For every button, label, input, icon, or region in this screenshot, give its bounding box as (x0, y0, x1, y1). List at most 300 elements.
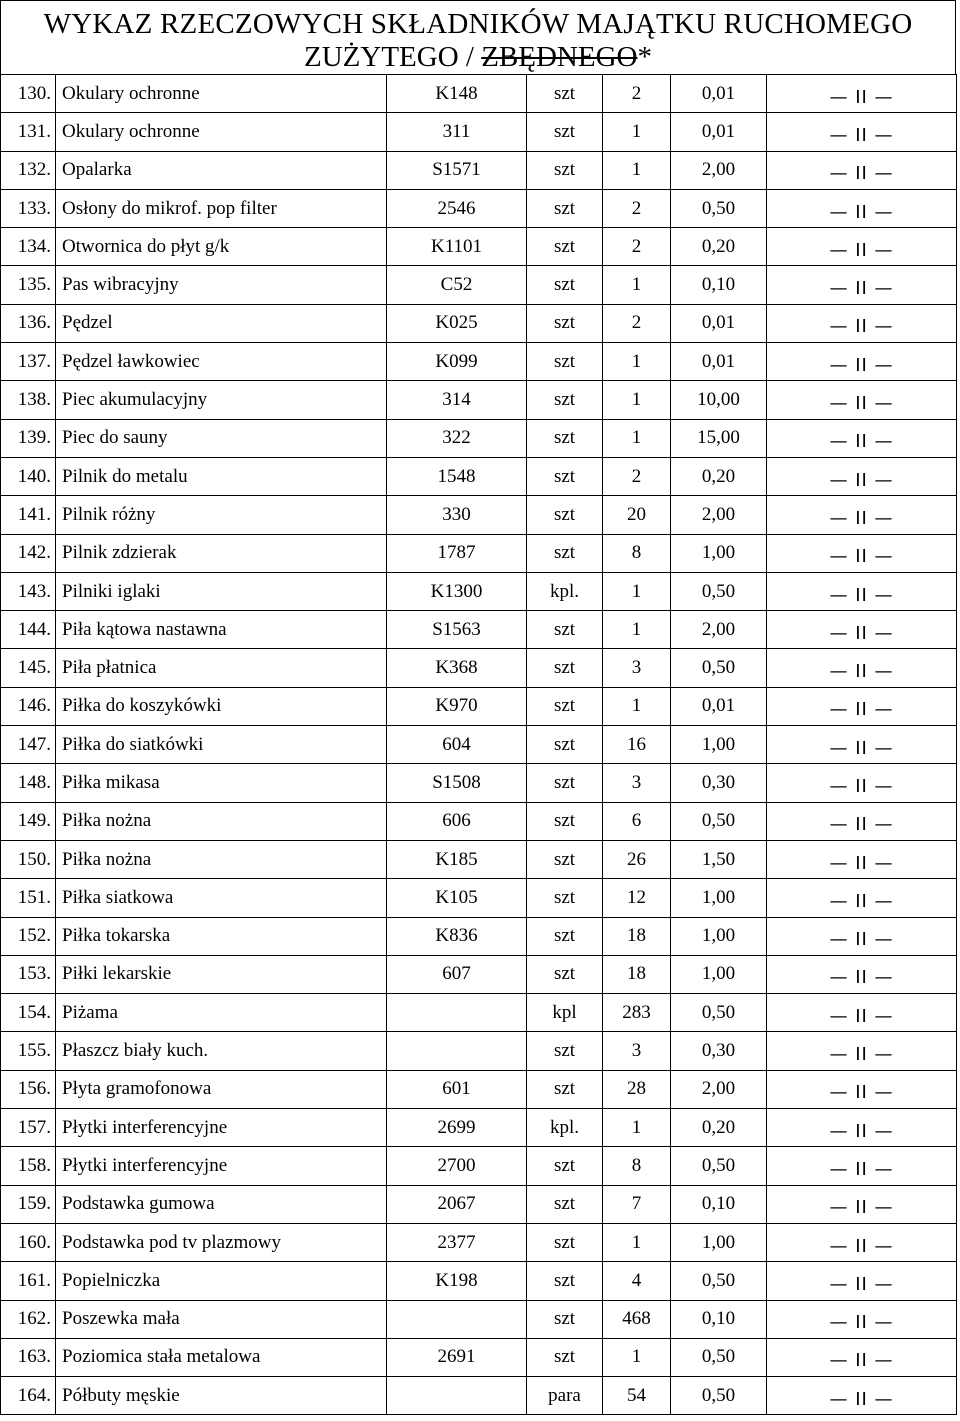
ditto-cell (767, 1300, 957, 1338)
unit-of-measure: szt (527, 457, 603, 495)
item-name: Piżama (56, 994, 387, 1032)
quantity: 3 (603, 1032, 671, 1070)
ditto-cell (767, 151, 957, 189)
table-row (1, 189, 957, 227)
item-value: 2,00 (671, 496, 767, 534)
inventory-code: 322 (387, 419, 527, 457)
table-row (1, 1147, 957, 1185)
quantity: 1 (603, 611, 671, 649)
ditto-mark: — II — (829, 1197, 894, 1219)
quantity: 26 (603, 840, 671, 878)
ditto-mark: — II — (829, 163, 894, 185)
quantity: 8 (603, 534, 671, 572)
inventory-code (387, 994, 527, 1032)
ditto-mark: — II — (829, 431, 894, 453)
ditto-mark: — II — (829, 929, 894, 951)
inventory-code: K025 (387, 304, 527, 342)
item-value: 0,01 (671, 113, 767, 151)
ditto-cell (767, 228, 957, 266)
inventory-code: 2691 (387, 1338, 527, 1376)
item-name: Pilniki iglaki (56, 572, 387, 610)
table-row (1, 304, 957, 342)
quantity: 283 (603, 994, 671, 1032)
table-row (1, 113, 957, 151)
inventory-code: 1548 (387, 457, 527, 495)
quantity: 1 (603, 113, 671, 151)
item-name: Piłka nożna (56, 802, 387, 840)
inventory-code: 330 (387, 496, 527, 534)
ditto-mark: — II — (829, 661, 894, 683)
ditto-cell (767, 1223, 957, 1261)
item-value: 0,50 (671, 1377, 767, 1415)
row-number: 160. (1, 1223, 56, 1261)
table-row (1, 151, 957, 189)
table-row (1, 687, 957, 725)
subtitle-prefix: ZUŻYTEGO / (304, 41, 482, 73)
row-number: 146. (1, 687, 56, 725)
item-name: Płytki interferencyjne (56, 1109, 387, 1147)
ditto-cell (767, 1109, 957, 1147)
ditto-cell (767, 955, 957, 993)
table-row (1, 419, 957, 457)
ditto-mark: — II — (829, 1158, 894, 1180)
item-name: Pędzel ławkowiec (56, 343, 387, 381)
unit-of-measure: szt (527, 1032, 603, 1070)
unit-of-measure: szt (527, 304, 603, 342)
item-name: Piec do sauny (56, 419, 387, 457)
ditto-cell (767, 764, 957, 802)
item-name: Płytki interferencyjne (56, 1147, 387, 1185)
ditto-cell (767, 726, 957, 764)
ditto-cell (767, 1338, 957, 1376)
unit-of-measure: szt (527, 381, 603, 419)
inventory-code: 2377 (387, 1223, 527, 1261)
table-row (1, 764, 957, 802)
ditto-mark: — II — (829, 1235, 894, 1257)
quantity: 2 (603, 228, 671, 266)
unit-of-measure: para (527, 1377, 603, 1415)
unit-of-measure: szt (527, 879, 603, 917)
row-number: 162. (1, 1300, 56, 1338)
item-value: 0,20 (671, 1109, 767, 1147)
inventory-code: 311 (387, 113, 527, 151)
ditto-mark: — II — (829, 1350, 894, 1372)
quantity: 18 (603, 955, 671, 993)
row-number: 152. (1, 917, 56, 955)
quantity: 2 (603, 189, 671, 227)
item-name: Popielniczka (56, 1262, 387, 1300)
unit-of-measure: szt (527, 955, 603, 993)
quantity: 468 (603, 1300, 671, 1338)
table-row (1, 955, 957, 993)
ditto-cell (767, 496, 957, 534)
ditto-cell (767, 304, 957, 342)
ditto-mark: — II — (829, 814, 894, 836)
unit-of-measure: szt (527, 1070, 603, 1108)
item-value: 0,50 (671, 994, 767, 1032)
table-row (1, 1262, 957, 1300)
quantity: 2 (603, 457, 671, 495)
item-name: Opalarka (56, 151, 387, 189)
item-value: 0,01 (671, 75, 767, 113)
table-row (1, 802, 957, 840)
quantity: 1 (603, 1223, 671, 1261)
item-value: 0,30 (671, 1032, 767, 1070)
row-number: 130. (1, 75, 56, 113)
inventory-code: K368 (387, 649, 527, 687)
ditto-cell (767, 917, 957, 955)
item-value: 0,50 (671, 802, 767, 840)
item-value: 0,50 (671, 1262, 767, 1300)
ditto-mark: — II — (829, 201, 894, 223)
table-row (1, 1377, 957, 1415)
table-row (1, 343, 957, 381)
table-row (1, 1223, 957, 1261)
quantity: 54 (603, 1377, 671, 1415)
inventory-code: K198 (387, 1262, 527, 1300)
inventory-code: 2546 (387, 189, 527, 227)
item-name: Pędzel (56, 304, 387, 342)
ditto-cell (767, 1070, 957, 1108)
item-value: 1,00 (671, 955, 767, 993)
footnote-asterisk: * (637, 41, 652, 73)
quantity: 8 (603, 1147, 671, 1185)
quantity: 12 (603, 879, 671, 917)
quantity: 7 (603, 1185, 671, 1223)
item-name: Poszewka mała (56, 1300, 387, 1338)
quantity: 4 (603, 1262, 671, 1300)
row-number: 155. (1, 1032, 56, 1070)
row-number: 141. (1, 496, 56, 534)
inventory-code: 607 (387, 955, 527, 993)
unit-of-measure: szt (527, 1300, 603, 1338)
ditto-cell (767, 572, 957, 610)
unit-of-measure: szt (527, 266, 603, 304)
ditto-cell (767, 266, 957, 304)
inventory-code: 1787 (387, 534, 527, 572)
item-name: Piłka tokarska (56, 917, 387, 955)
table-row (1, 1300, 957, 1338)
ditto-cell (767, 419, 957, 457)
item-name: Okulary ochronne (56, 75, 387, 113)
ditto-mark: — II — (829, 239, 894, 261)
quantity: 3 (603, 764, 671, 802)
quantity: 1 (603, 419, 671, 457)
ditto-cell (767, 457, 957, 495)
item-name: Piłka mikasa (56, 764, 387, 802)
item-name: Podstawka pod tv plazmowy (56, 1223, 387, 1261)
item-value: 1,00 (671, 917, 767, 955)
item-name: Pilnik do metalu (56, 457, 387, 495)
quantity: 16 (603, 726, 671, 764)
inventory-code: C52 (387, 266, 527, 304)
ditto-cell (767, 611, 957, 649)
document-header (0, 0, 956, 74)
ditto-cell (767, 1185, 957, 1223)
row-number: 159. (1, 1185, 56, 1223)
ditto-cell (767, 381, 957, 419)
item-value: 2,00 (671, 151, 767, 189)
row-number: 151. (1, 879, 56, 917)
item-value: 15,00 (671, 419, 767, 457)
inventory-code: K105 (387, 879, 527, 917)
inventory-code: S1508 (387, 764, 527, 802)
table-row (1, 572, 957, 610)
item-value: 0,01 (671, 343, 767, 381)
ditto-cell (767, 1147, 957, 1185)
item-value: 1,00 (671, 879, 767, 917)
ditto-mark: — II — (829, 1082, 894, 1104)
row-number: 137. (1, 343, 56, 381)
item-value: 0,01 (671, 304, 767, 342)
ditto-mark: — II — (829, 393, 894, 415)
row-number: 143. (1, 572, 56, 610)
row-number: 135. (1, 266, 56, 304)
unit-of-measure: szt (527, 1185, 603, 1223)
table-row (1, 1338, 957, 1376)
unit-of-measure: szt (527, 764, 603, 802)
unit-of-measure: szt (527, 75, 603, 113)
unit-of-measure: szt (527, 649, 603, 687)
table-row (1, 496, 957, 534)
item-name: Poziomica stała metalowa (56, 1338, 387, 1376)
item-value: 0,50 (671, 649, 767, 687)
item-value: 0,50 (671, 1147, 767, 1185)
ditto-mark: — II — (829, 1120, 894, 1142)
row-number: 153. (1, 955, 56, 993)
row-number: 150. (1, 840, 56, 878)
quantity: 3 (603, 649, 671, 687)
item-name: Pilnik różny (56, 496, 387, 534)
unit-of-measure: szt (527, 113, 603, 151)
item-name: Okulary ochronne (56, 113, 387, 151)
ditto-cell (767, 687, 957, 725)
table-row (1, 994, 957, 1032)
ditto-mark: — II — (829, 354, 894, 376)
row-number: 144. (1, 611, 56, 649)
quantity: 18 (603, 917, 671, 955)
unit-of-measure: szt (527, 1338, 603, 1376)
ditto-cell (767, 994, 957, 1032)
table-row (1, 1032, 957, 1070)
inventory-code: K1101 (387, 228, 527, 266)
table-row (1, 534, 957, 572)
inventory-code: S1563 (387, 611, 527, 649)
inventory-code: K099 (387, 343, 527, 381)
quantity: 1 (603, 687, 671, 725)
row-number: 149. (1, 802, 56, 840)
row-number: 161. (1, 1262, 56, 1300)
quantity: 1 (603, 1109, 671, 1147)
quantity: 2 (603, 75, 671, 113)
row-number: 131. (1, 113, 56, 151)
inventory-table-body (1, 75, 957, 1415)
item-name: Piłka do koszykówki (56, 687, 387, 725)
quantity: 6 (603, 802, 671, 840)
page-subtitle (1, 40, 955, 74)
ditto-mark: — II — (829, 852, 894, 874)
unit-of-measure: szt (527, 611, 603, 649)
quantity: 1 (603, 343, 671, 381)
ditto-cell (767, 75, 957, 113)
inventory-code (387, 1300, 527, 1338)
item-value: 0,10 (671, 266, 767, 304)
inventory-code: 2699 (387, 1109, 527, 1147)
ditto-mark: — II — (829, 1005, 894, 1027)
ditto-mark: — II — (829, 1312, 894, 1334)
unit-of-measure: szt (527, 687, 603, 725)
item-value: 0,10 (671, 1300, 767, 1338)
unit-of-measure: szt (527, 496, 603, 534)
ditto-mark: — II — (829, 584, 894, 606)
inventory-code: 601 (387, 1070, 527, 1108)
item-name: Piłka do siatkówki (56, 726, 387, 764)
item-value: 2,00 (671, 611, 767, 649)
inventory-code: K148 (387, 75, 527, 113)
inventory-code: K970 (387, 687, 527, 725)
row-number: 147. (1, 726, 56, 764)
row-number: 163. (1, 1338, 56, 1376)
ditto-mark: — II — (829, 1044, 894, 1066)
item-name: Piłki lekarskie (56, 955, 387, 993)
unit-of-measure: kpl (527, 994, 603, 1032)
row-number: 157. (1, 1109, 56, 1147)
ditto-cell (767, 840, 957, 878)
quantity: 1 (603, 266, 671, 304)
table-row (1, 611, 957, 649)
row-number: 133. (1, 189, 56, 227)
row-number: 154. (1, 994, 56, 1032)
ditto-mark: — II — (829, 967, 894, 989)
row-number: 134. (1, 228, 56, 266)
item-name: Piec akumulacyjny (56, 381, 387, 419)
quantity: 1 (603, 1338, 671, 1376)
row-number: 132. (1, 151, 56, 189)
ditto-cell (767, 802, 957, 840)
item-value: 0,50 (671, 1338, 767, 1376)
ditto-mark: — II — (829, 622, 894, 644)
row-number: 139. (1, 419, 56, 457)
inventory-table (0, 74, 957, 1415)
item-value: 2,00 (671, 1070, 767, 1108)
unit-of-measure: szt (527, 151, 603, 189)
item-name: Piłka nożna (56, 840, 387, 878)
row-number: 140. (1, 457, 56, 495)
table-row (1, 879, 957, 917)
item-name: Piła kątowa nastawna (56, 611, 387, 649)
unit-of-measure: szt (527, 802, 603, 840)
unit-of-measure: szt (527, 840, 603, 878)
item-value: 1,00 (671, 534, 767, 572)
ditto-mark: — II — (829, 507, 894, 529)
struck-word: ZBĘDNEGO (481, 41, 638, 73)
ditto-cell (767, 879, 957, 917)
item-name: Osłony do mikrof. pop filter (56, 189, 387, 227)
table-row (1, 1070, 957, 1108)
unit-of-measure: szt (527, 228, 603, 266)
row-number: 158. (1, 1147, 56, 1185)
inventory-code: 314 (387, 381, 527, 419)
unit-of-measure: szt (527, 1147, 603, 1185)
table-row (1, 726, 957, 764)
row-number: 138. (1, 381, 56, 419)
table-row (1, 840, 957, 878)
inventory-code: K1300 (387, 572, 527, 610)
ditto-cell (767, 113, 957, 151)
quantity: 1 (603, 151, 671, 189)
ditto-mark: — II — (829, 124, 894, 146)
item-name: Płaszcz biały kuch. (56, 1032, 387, 1070)
item-value: 0,20 (671, 457, 767, 495)
ditto-cell (767, 1032, 957, 1070)
quantity: 20 (603, 496, 671, 534)
unit-of-measure: szt (527, 1262, 603, 1300)
item-value: 0,50 (671, 189, 767, 227)
item-name: Otwornica do płyt g/k (56, 228, 387, 266)
item-value: 0,10 (671, 1185, 767, 1223)
row-number: 136. (1, 304, 56, 342)
unit-of-measure: szt (527, 419, 603, 457)
table-row (1, 457, 957, 495)
unit-of-measure: kpl. (527, 572, 603, 610)
ditto-mark: — II — (829, 546, 894, 568)
inventory-code (387, 1377, 527, 1415)
ditto-cell (767, 189, 957, 227)
quantity: 1 (603, 381, 671, 419)
ditto-mark: — II — (829, 316, 894, 338)
ditto-mark: — II — (829, 737, 894, 759)
inventory-code: 604 (387, 726, 527, 764)
item-value: 10,00 (671, 381, 767, 419)
inventory-code (387, 1032, 527, 1070)
table-row (1, 917, 957, 955)
row-number: 156. (1, 1070, 56, 1108)
item-name: Podstawka gumowa (56, 1185, 387, 1223)
item-value: 1,00 (671, 1223, 767, 1261)
item-value: 1,00 (671, 726, 767, 764)
item-value: 0,30 (671, 764, 767, 802)
quantity: 1 (603, 572, 671, 610)
ditto-mark: — II — (829, 699, 894, 721)
unit-of-measure: szt (527, 189, 603, 227)
inventory-code: S1571 (387, 151, 527, 189)
item-name: Pilnik zdzierak (56, 534, 387, 572)
unit-of-measure: szt (527, 343, 603, 381)
inventory-code: K836 (387, 917, 527, 955)
quantity: 2 (603, 304, 671, 342)
item-value: 0,01 (671, 687, 767, 725)
item-value: 1,50 (671, 840, 767, 878)
unit-of-measure: szt (527, 1223, 603, 1261)
table-row (1, 228, 957, 266)
unit-of-measure: szt (527, 726, 603, 764)
item-name: Pas wibracyjny (56, 266, 387, 304)
item-value: 0,50 (671, 572, 767, 610)
ditto-mark: — II — (829, 469, 894, 491)
ditto-cell (767, 343, 957, 381)
inventory-code: 2067 (387, 1185, 527, 1223)
ditto-cell (767, 649, 957, 687)
item-name: Płyta gramofonowa (56, 1070, 387, 1108)
ditto-cell (767, 1262, 957, 1300)
table-row (1, 1109, 957, 1147)
ditto-cell (767, 534, 957, 572)
row-number: 164. (1, 1377, 56, 1415)
table-row (1, 381, 957, 419)
inventory-code: K185 (387, 840, 527, 878)
quantity: 28 (603, 1070, 671, 1108)
item-value: 0,20 (671, 228, 767, 266)
